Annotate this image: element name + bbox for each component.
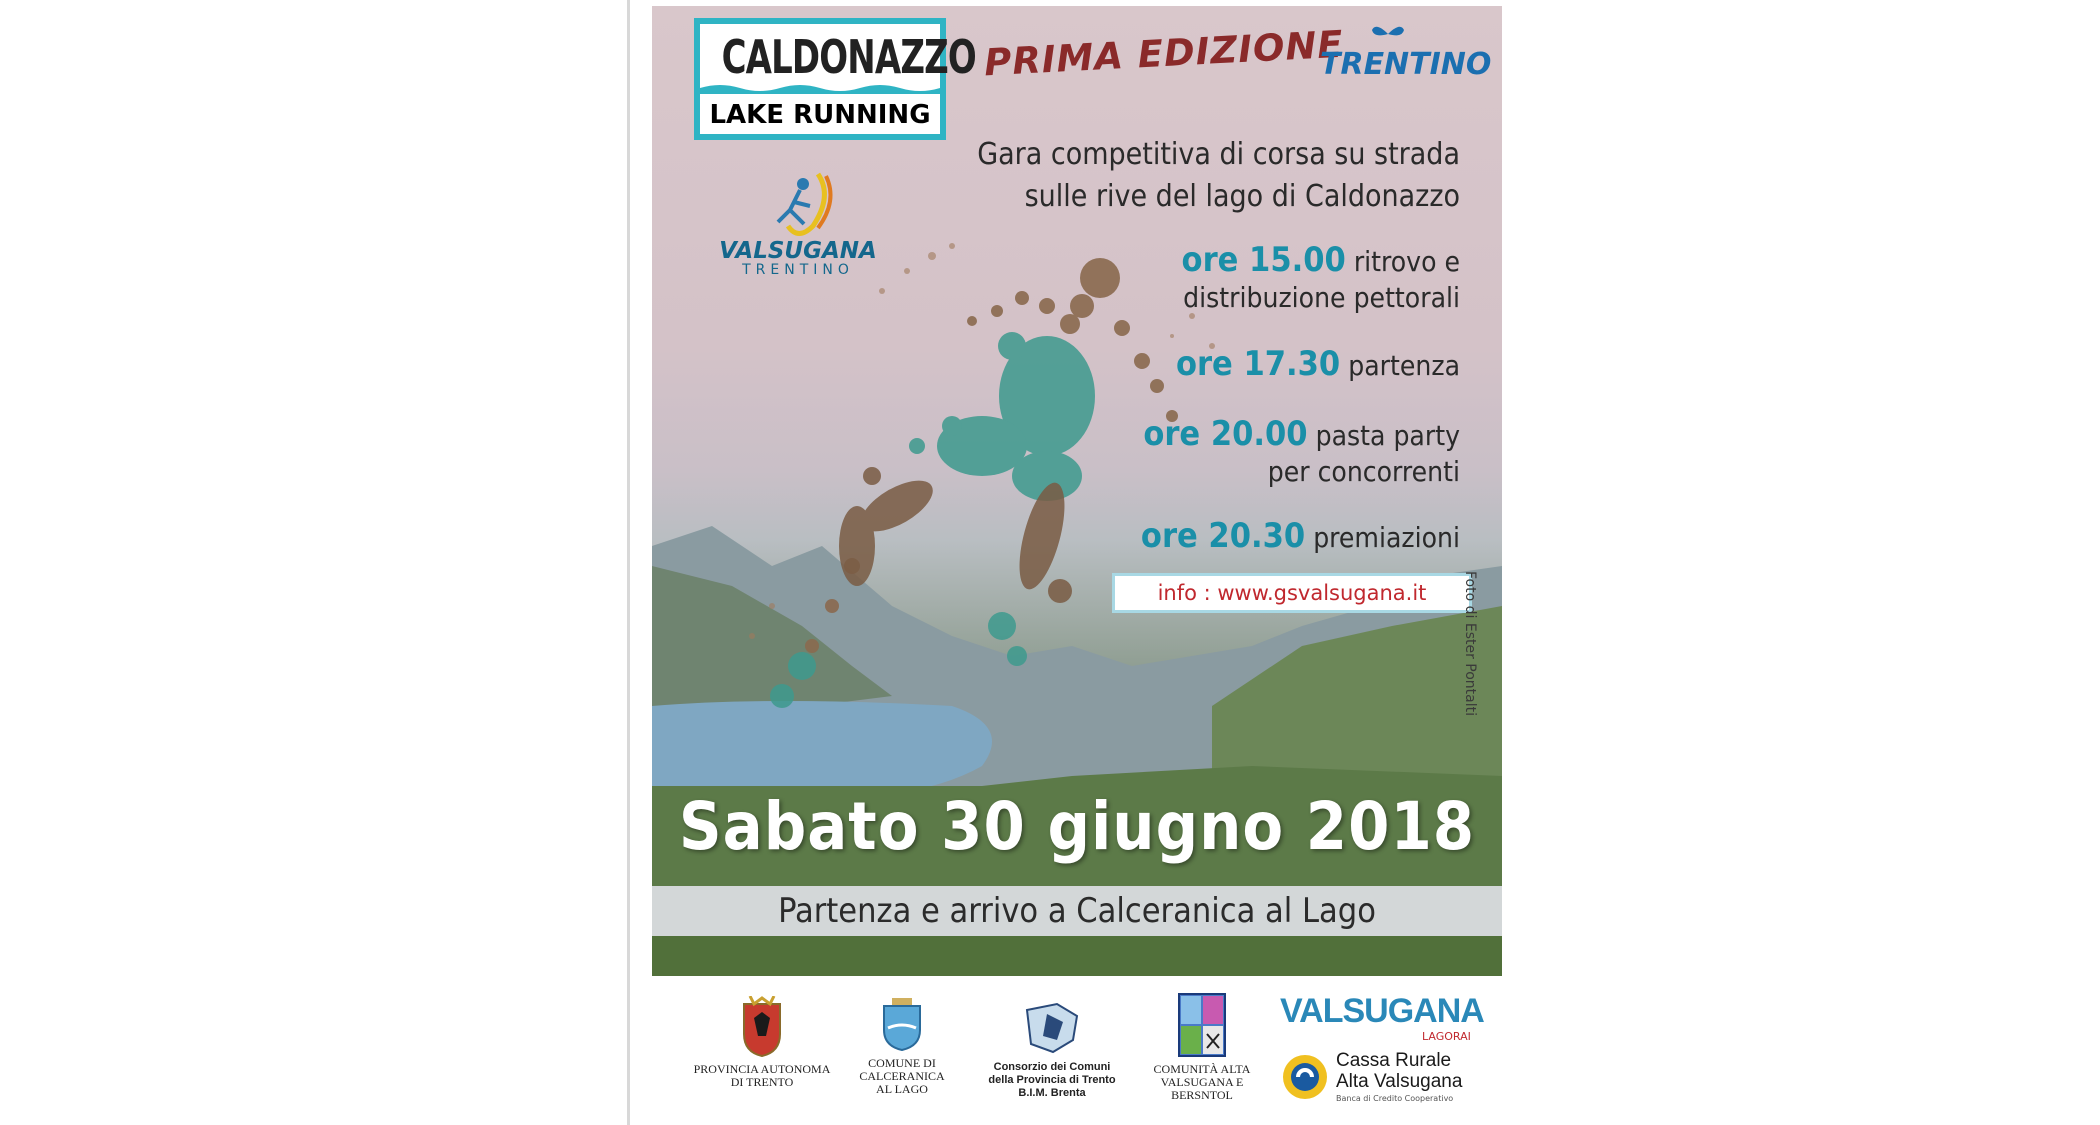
info-website-link[interactable]: info : www.gsvalsugana.it	[1112, 573, 1472, 613]
photo-credit: Foto di Ester Pontalti	[1462, 571, 1478, 717]
bank-emblem-icon	[1280, 1052, 1330, 1102]
page-border-line	[627, 0, 630, 1125]
runner-icon	[718, 166, 878, 246]
schedule-item: ore 17.30 partenza	[1175, 344, 1460, 384]
valsugana-lagorai-logo: VALSUGANA LAGORAI	[1280, 992, 1484, 1043]
coat-of-arms-icon	[740, 996, 784, 1058]
trentino-logo: TRENTINO	[1320, 30, 1460, 82]
sponsor-bar	[652, 980, 1502, 1125]
cassa-rurale-logo: Cassa Rurale Alta Valsugana Banca di Credito Cooperativo	[1280, 1048, 1490, 1108]
caldonazzo-lake-running-logo	[694, 18, 976, 140]
logo-title: CALDONAZZO	[721, 30, 976, 84]
valsugana-trentino-logo: VALSUGANA TRENTINO	[718, 166, 878, 286]
municipal-crest-icon	[878, 996, 926, 1052]
event-date: Sabato 30 giugno 2018	[678, 788, 1476, 865]
logo-subtitle: LAKE RUNNING	[709, 100, 931, 130]
edition-label: PRIMA EDIZIONE	[983, 22, 1345, 85]
schedule-item: ore 15.00 ritrovo e distribuzione pettorali	[1181, 240, 1460, 314]
sponsor-provincia-trento: PROVINCIA AUTONOMA DI TRENTO	[687, 996, 837, 1089]
race-description: Gara competitiva di corsa su strada sulle rive del lago di Caldonazzo	[977, 137, 1460, 214]
sponsor-consorzio-bim-brenta: Consorzio dei Comuni della Provincia di Trento B.I.M. Brenta	[967, 1000, 1137, 1100]
community-crest-icon	[1177, 992, 1227, 1058]
schedule-item: ore 20.30 premiazioni	[1140, 516, 1460, 556]
event-poster	[652, 6, 1502, 976]
schedule-item: ore 20.00 pasta party per concorrenti	[1143, 414, 1460, 488]
wave-icon	[700, 82, 940, 94]
event-location: Partenza e arrivo a Calceranica al Lago	[778, 891, 1376, 931]
butterfly-icon	[1368, 22, 1408, 46]
map-outline-icon	[1017, 1000, 1087, 1056]
sponsor-comune-calceranica: COMUNE DI CALCERANICA AL LAGO	[842, 996, 962, 1096]
sponsor-comunita-alta-valsugana: COMUNITÀ ALTA VALSUGANA E BERSNTOL	[1142, 992, 1262, 1102]
